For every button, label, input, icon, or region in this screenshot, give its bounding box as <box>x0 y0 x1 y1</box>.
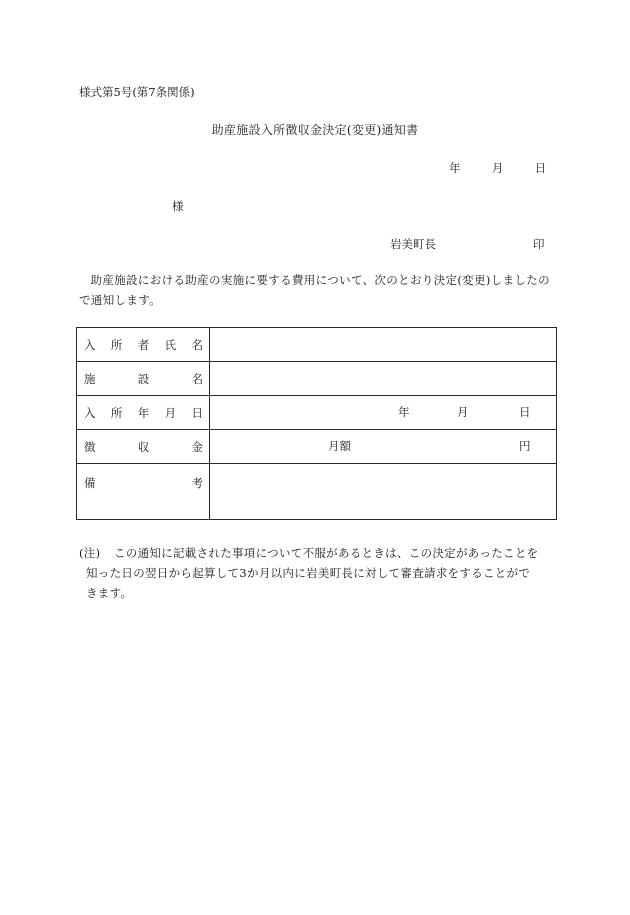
footnote-line-1: この通知に記載された事項について不服があるときは、この決定があったことを <box>114 546 539 560</box>
label-resident-name: 入 所 者 氏 名 <box>77 328 210 362</box>
value-resident-name[interactable] <box>210 328 557 362</box>
label-fee: 徴 収 金 <box>77 430 210 464</box>
value-facility-name[interactable] <box>210 362 557 396</box>
date-year-label: 年 <box>449 161 461 175</box>
yen-label: 円 <box>519 439 531 453</box>
table-row <box>77 464 557 520</box>
admission-year-label: 年 <box>398 405 410 419</box>
footnote-line-3: きます。 <box>86 586 133 600</box>
footnote <box>79 543 559 603</box>
date-day-label: 日 <box>534 161 547 175</box>
date-month-label: 月 <box>491 161 504 175</box>
table-row <box>77 396 557 430</box>
sender-name: 岩美町長 <box>390 237 436 251</box>
label-remarks: 備 考 <box>77 464 210 520</box>
form-number: 様式第5号(第7条関係) <box>79 85 195 99</box>
body-text: 助産施設における助産の実施に要する費用について、次のとおり決定(変更)しましたので通知します。 <box>79 273 551 307</box>
admission-day-label: 日 <box>519 405 531 419</box>
footnote-line-2: 知った日の翌日から起算して3か月以内に岩美町長に対して審査請求をすることがで <box>86 566 531 580</box>
label-facility-name: 施 設 名 <box>77 362 210 396</box>
table-row <box>77 430 557 464</box>
label-admission-date: 入 所 年 月 日 <box>77 396 210 430</box>
monthly-amount-label: 月額 <box>328 439 351 453</box>
document-title: 助産施設入所徴収金決定(変更)通知書 <box>211 123 419 137</box>
form-table <box>76 327 557 520</box>
addressee-honorific: 様 <box>172 199 184 213</box>
table-row <box>77 328 557 362</box>
footnote-label: (注) <box>79 546 101 560</box>
table-row <box>77 362 557 396</box>
seal-mark: 印 <box>533 237 545 251</box>
admission-month-label: 月 <box>457 405 469 419</box>
issue-date <box>449 160 546 176</box>
value-fee[interactable] <box>210 430 557 464</box>
value-admission-date[interactable] <box>210 396 557 430</box>
value-remarks[interactable] <box>210 464 557 520</box>
